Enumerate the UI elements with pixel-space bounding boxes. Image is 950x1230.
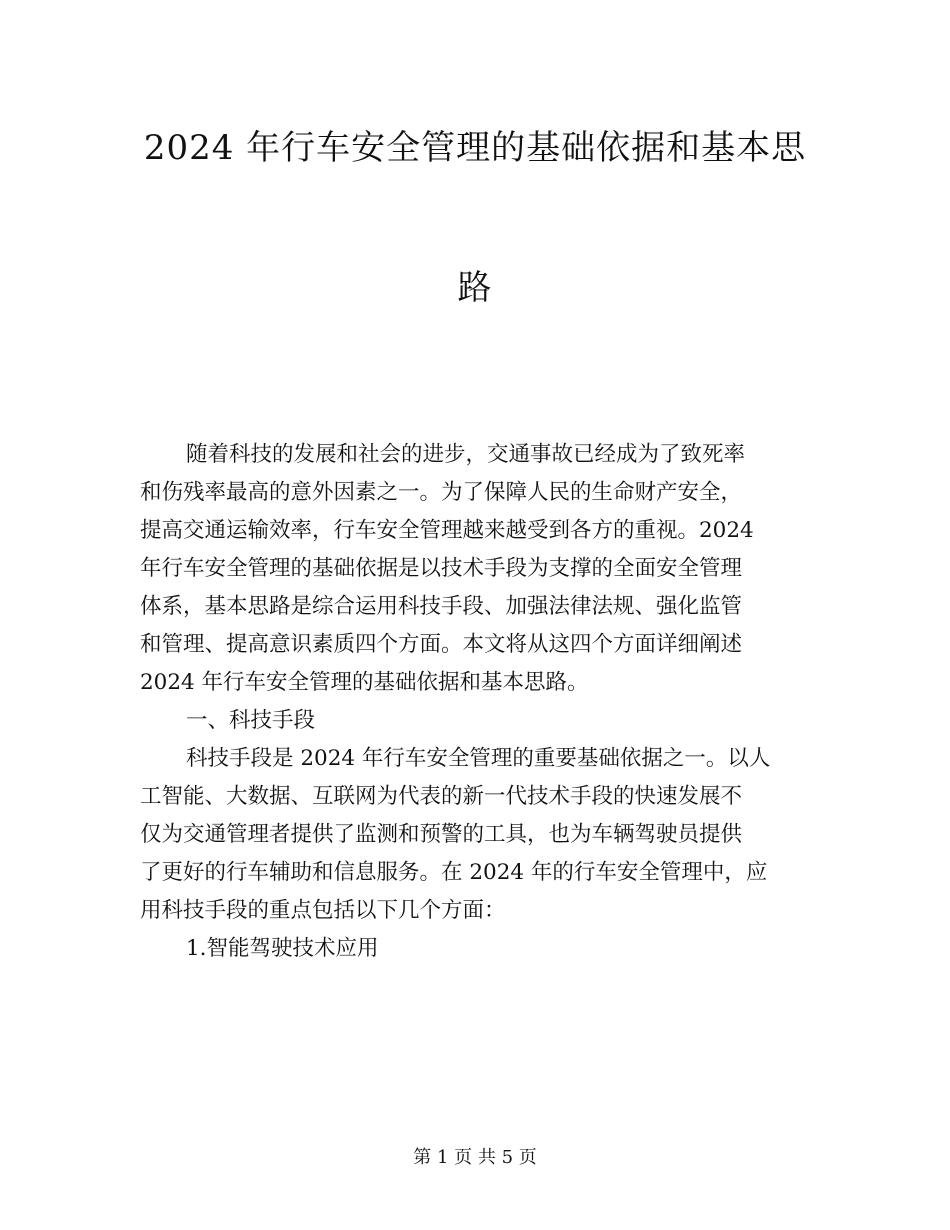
paragraph-tech-line-1: 科技手段是 2024 年行车安全管理的重要基础依据之一。以人 xyxy=(186,746,771,771)
document-title-line-1: 2024 年行车安全管理的基础依据和基本思 xyxy=(143,128,807,168)
subsection-heading: 1.智能驾驶技术应用 xyxy=(186,936,379,961)
paragraph-intro-line-2: 和伤残率最高的意外因素之一。为了保障人民的生命财产安全， xyxy=(140,480,743,505)
paragraph-intro-line-4: 年行车安全管理的基础依据是以技术手段为支撑的全面安全管理 xyxy=(140,556,743,581)
paragraph-tech-line-3: 仅为交通管理者提供了监测和预警的工具，也为车辆驾驶员提供 xyxy=(140,822,743,847)
paragraph-tech-line-2: 工智能、大数据、互联网为代表的新一代技术手段的快速发展不 xyxy=(140,784,743,809)
page-footer: 第 1 页 共 5 页 xyxy=(413,1147,537,1168)
paragraph-intro-line-1: 随着科技的发展和社会的进步，交通事故已经成为了致死率 xyxy=(186,442,746,467)
section-heading: 一、科技手段 xyxy=(186,708,316,733)
paragraph-intro-line-6: 和管理、提高意识素质四个方面。本文将从这四个方面详细阐述 xyxy=(140,632,743,657)
document-body xyxy=(140,436,808,968)
paragraph-tech-line-4: 了更好的行车辅助和信息服务。在 2024 年的行车安全管理中，应 xyxy=(140,860,768,885)
paragraph-intro-line-7: 2024 年行车安全管理的基础依据和基本思路。 xyxy=(140,670,589,695)
document-title-line-2: 路 xyxy=(457,268,493,308)
paragraph-intro-line-5: 体系，基本思路是综合运用科技手段、加强法律法规、强化监管 xyxy=(140,594,743,619)
paragraph-intro-line-3: 提高交通运输效率，行车安全管理越来越受到各方的重视。2024 xyxy=(140,518,754,543)
paragraph-tech-line-5: 用科技手段的重点包括以下几个方面： xyxy=(140,898,506,923)
